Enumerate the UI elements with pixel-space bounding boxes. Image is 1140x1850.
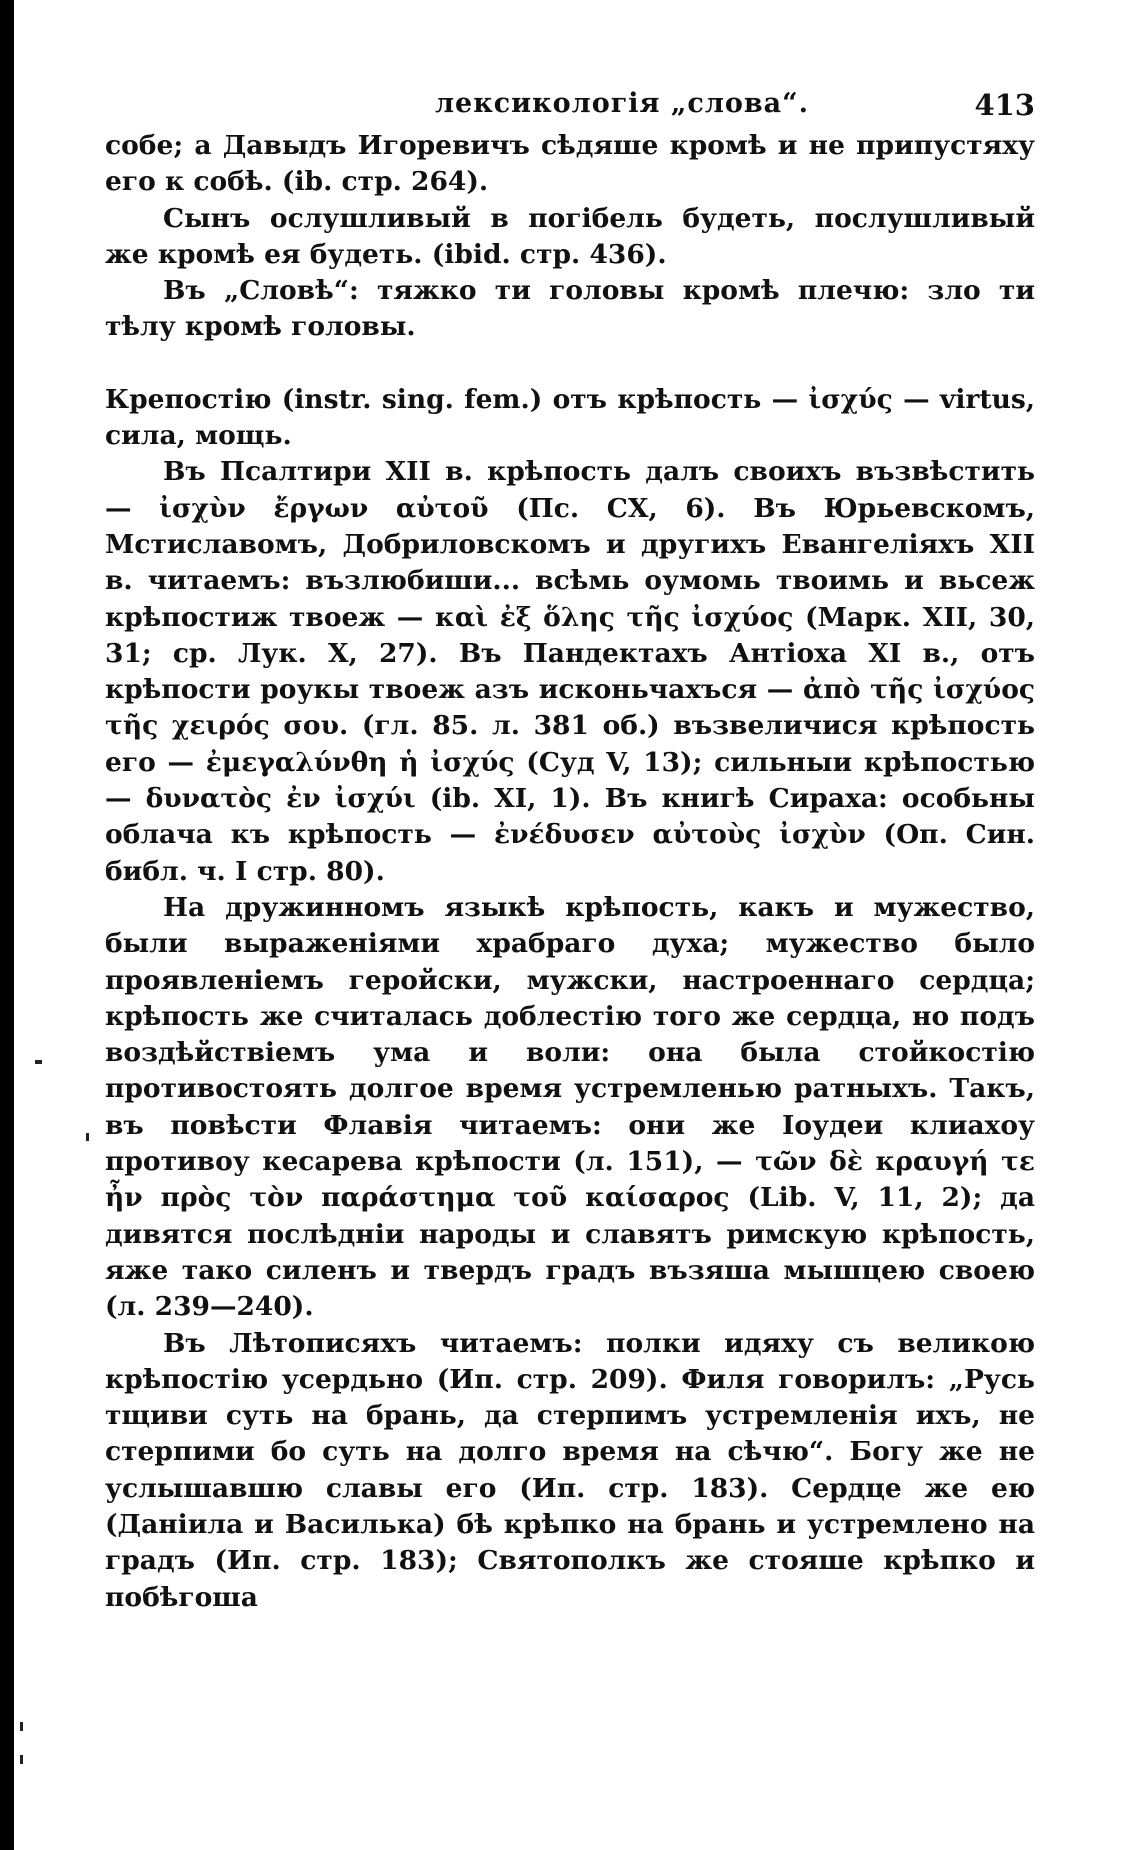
scan-speck: [20, 1755, 23, 1764]
paragraph: собе; а Давыдъ Игоревичъ сѣдяше кромѣ и не припустяху его к собѣ. (ib. стр. 264).: [105, 130, 1035, 198]
entry-heading: Крепостію (instr. sing. fem.) отъ крѣпость — ἰσχύς — virtus, сила, мощь.: [105, 383, 1035, 452]
paragraph: Сынъ ослушливый в погібель будеть, послушливый же кромѣ ея будеть. (ibid. стр. 436).: [105, 202, 1035, 270]
page-number: 413: [974, 88, 1035, 122]
scan-speck: [35, 1060, 42, 1064]
paragraph: На дружинномъ языкѣ крѣпость, какъ и мужество, были выраженіями храбраго духа; мужество было проявленіемъ геройски, мужски, настроеннаго сердца; крѣпость же считалась доблестію того же сердца, но подъ воздѣйствіемъ ума и воли: она была стойкостію противостоять долгое время устремленью ратныхъ. Такъ, въ повѣсти Флавія читаемъ: они же Іоудеи клиахоу противоу кесарева крѣпости (л. 151), — τῶν δὲ κραυγή τε ἦν πρὸς τὸν παράστημα τοῦ καίσαρος (Lib. V, 11, 2); да дивятся послѣдніи народы и славятъ римскую крѣпость, яже тако силенъ и твердъ градъ възяша мышцею своею (л. 239—240).: [105, 891, 1035, 1323]
paragraph: Въ Лѣтописяхъ читаемъ: полки идяху съ великою крѣпостію усердьно (Ип. стр. 209). Филя говорилъ: „Русь тщиви суть на брань, да стерпимъ устремленія ихъ, не стерпими бо суть на долго время на сѣчю“. Богу же не услышавшю славы его (Ип. стр. 183). Сердце же ею (Даніила и Василька) бѣ крѣпко на брань и устремлено на градъ (Ип. стр. 183); Святополкъ же стояше крѣпко и побѣгоша: [105, 1327, 1035, 1613]
scan-speck: [20, 1722, 23, 1731]
text-block: [105, 88, 1035, 1616]
scan-speck: [86, 1133, 89, 1141]
scan-left-edge: [0, 0, 14, 1850]
paragraph: Въ „Словѣ“: тяжко ти головы кромѣ плечю: зло ти тѣлу кромѣ головы.: [105, 275, 1035, 343]
running-header: [105, 88, 1035, 128]
running-title: лексикологія „слова“.: [435, 88, 810, 119]
paragraph: Въ Псалтири XII в. крѣпость далъ своихъ възвѣстить — ἰσχὺν ἔργων αὐτοῦ (Пс. CX, 6). Въ Юрьевскомъ, Мстиславомъ, Добриловскомъ и другихъ Евангеліяхъ XII в. читаемъ: възлюбиши... всѣмь оумомь твоимь и вьсеж крѣпостиж твоеж — καὶ ἐξ ὅλης τῆς ἰσχύος (Марк. XII, 30, 31; ср. Лук. X, 27). Въ Пандектахъ Антіоха XI в., отъ крѣпости роукы твоеж азъ исконьчахъся — ἀπὸ τῆς ἰσχύος τῆς χειρός σου. (гл. 85. л. 381 об.) възвеличися крѣпость его — ἐμεγαλύνθη ἡ ἰσχύς (Суд V, 13); сильныи крѣпостью — δυνατὸς ἐν ἰσχύι (ib. XI, 1). Въ книгѣ Сираха: особьны облача къ крѣпость — ἐνέδυσεν αὐτοὺς ἰσχὺν (Оп. Син. библ. ч. I стр. 80).: [105, 456, 1035, 887]
